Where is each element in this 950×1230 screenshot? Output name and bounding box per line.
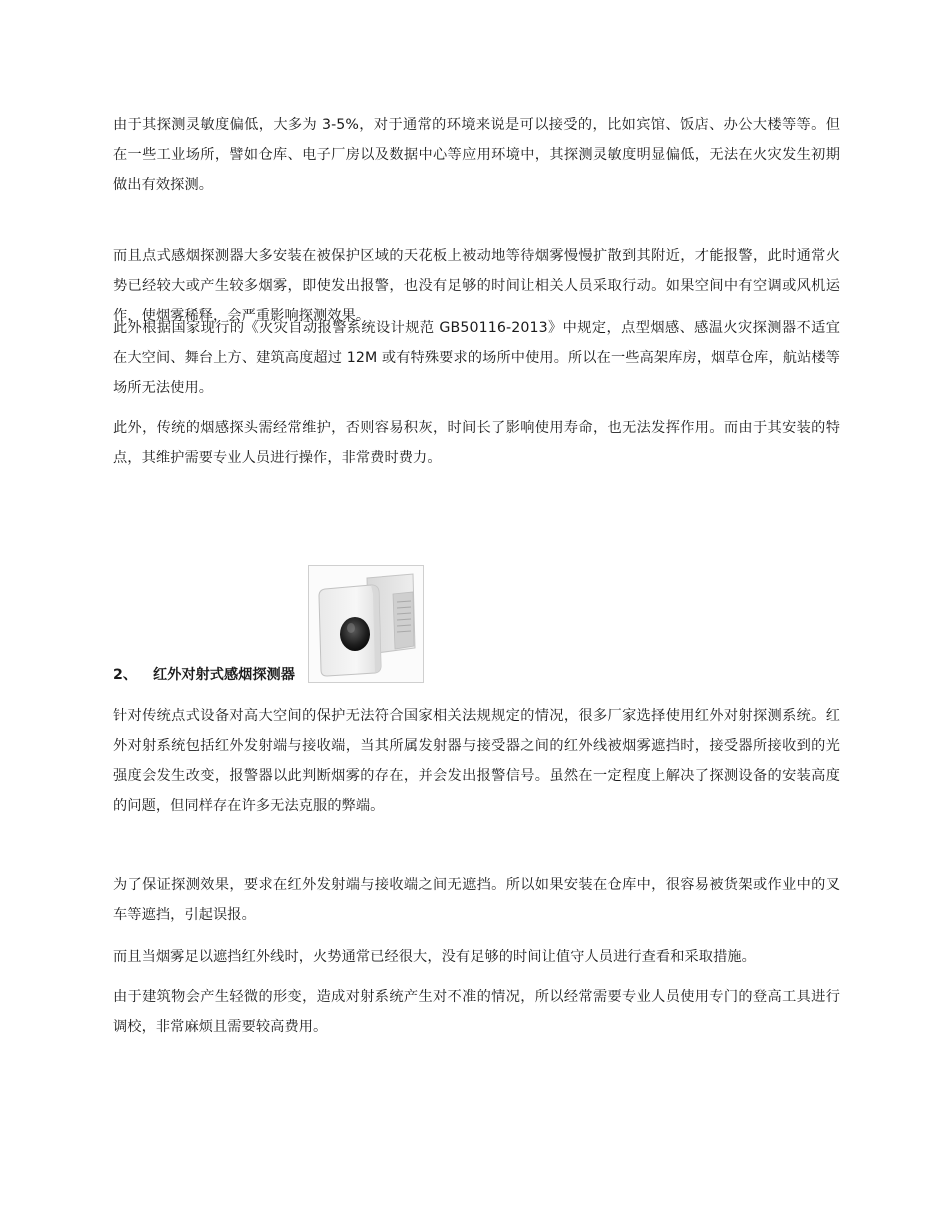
section-number: 2、 [113, 667, 138, 683]
section-heading [113, 660, 295, 690]
paragraph-building-deformation: 由于建筑物会产生轻微的形变，造成对射系统产生对不准的情况，所以经常需要专业人员使用专门的登高工具进行调校，非常麻烦且需要较高费用。 [113, 989, 840, 1035]
paragraph-national-standard: 此外根据国家现行的《火灾自动报警系统设计规范 GB50116-2013》中规定，点型烟感、感温火灾探测器不适宜在大空间、舞台上方、建筑高度超过 12M 或有特殊要求的场所中使用。所以在一些高架库房，烟草仓库，航站楼等场所无法使用。 [113, 320, 840, 396]
paragraph-ceiling-installation: 而且点式感烟探测器大多安装在被保护区域的天花板上被动地等待烟雾慢慢扩散到其附近，才能报警，此时通常火势已经较大或产生较多烟雾，即使发出报警，也没有足够的时间让相关人员采取行动。如果空间中有空调或风机运作，使烟雾稀释，会严重影响探测效果。 [113, 248, 840, 324]
section-title: 红外对射式感烟探测器 [153, 667, 295, 683]
paragraph-late-detection: 而且当烟雾足以遮挡红外线时，火势通常已经很大，没有足够的时间让值守人员进行查看和采取措施。 [113, 949, 756, 965]
paragraph-sensitivity: 由于其探测灵敏度偏低，大多为 3-5%，对于通常的环境来说是可以接受的，比如宾馆、饭店、办公大楼等等。但在一些工业场所，譬如仓库、电子厂房以及数据中心等应用环境中，其探测灵敏度明显偏低，无法在火灾发生初期做出有效探测。 [113, 117, 840, 193]
infrared-detector-image [308, 565, 424, 683]
paragraph-maintenance: 此外，传统的烟感探头需经常维护，否则容易积灰，时间长了影响使用寿命，也无法发挥作用。而由于其安装的特点，其维护需要专业人员进行操作，非常费时费力。 [113, 420, 840, 466]
paragraph-no-obstruction: 为了保证探测效果，要求在红外发射端与接收端之间无遮挡。所以如果安装在仓库中，很容易被货架或作业中的叉车等遮挡，引起误报。 [113, 877, 840, 923]
infrared-detector-icon [309, 566, 423, 682]
paragraph-infrared-system: 针对传统点式设备对高大空间的保护无法符合国家相关法规规定的情况，很多厂家选择使用红外对射探测系统。红外对射系统包括红外发射端与接收端，当其所属发射器与接受器之间的红外线被烟雾遮挡时，接受器所接收到的光强度会发生改变，报警器以此判断烟雾的存在，并会发出报警信号。虽然在一定程度上解决了探测设备的安装高度的问题，但同样存在许多无法克服的弊端。 [113, 708, 840, 814]
